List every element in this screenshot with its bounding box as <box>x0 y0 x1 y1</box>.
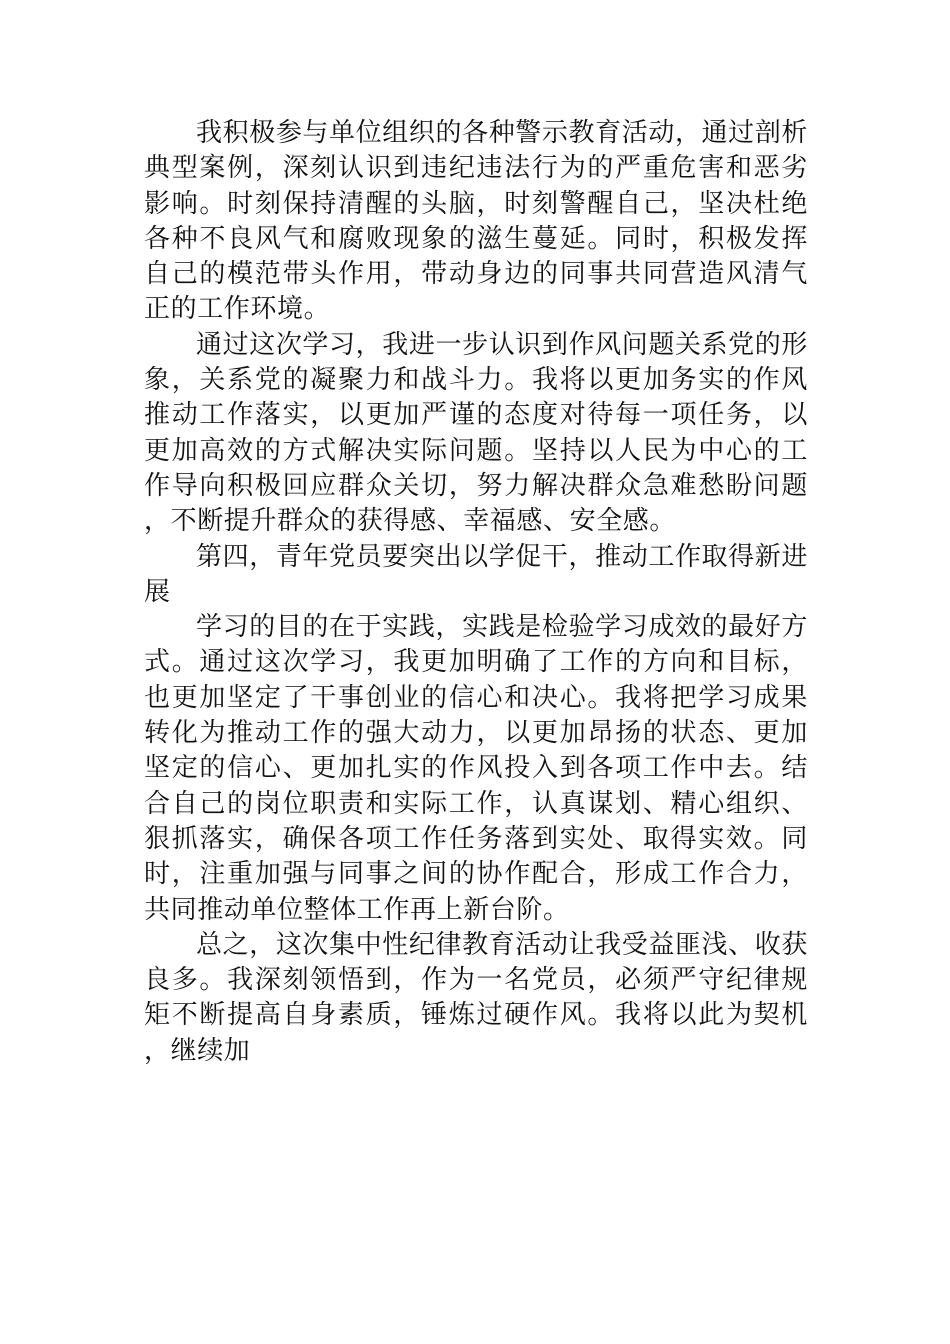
section-heading-fourth: 第四，青年党员要突出以学促干，推动工作取得新进展 <box>144 541 808 607</box>
paragraph-conclusion: 总之，这次集中性纪律教育活动让我受益匪浅、收获良多。我深刻领悟到，作为一名党员，必须严守纪律规矩不断提高自身素质，锤炼过硬作风。我将以此为契机，继续加 <box>144 929 808 1066</box>
paragraph-practice: 学习的目的在于实践，实践是检验学习成效的最好方式。通过这次学习，我更加明确了工作的方向和目标，也更加坚定了干事创业的信心和决心。我将把学习成果转化为推动工作的强大动力，以更加昂扬的状态、更加坚定的信心、更加扎实的作风投入到各项工作中去。结合自己的岗位职责和实际工作，认真谋划、精心组织、狠抓落实，确保各项工作任务落到实处、取得实效。同时，注重加强与同事之间的协作配合，形成工作合力，共同推动单位整体工作再上新台阶。 <box>144 612 808 925</box>
document-body <box>144 116 808 1069</box>
paragraph-work-style: 通过这次学习，我进一步认识到作风问题关系党的形象，关系党的凝聚力和战斗力。我将以更加务实的作风推动工作落实，以更加严谨的态度对待每一项任务，以更加高效的方式解决实际问题。坚持以人民为中心的工作导向积极回应群众关切，努力解决群众急难愁盼问题，不断提升群众的获得感、幸福感、安全感。 <box>144 329 808 537</box>
paragraph-warning-education: 我积极参与单位组织的各种警示教育活动，通过剖析典型案例，深刻认识到违纪违法行为的严重危害和恶劣影响。时刻保持清醒的头脑，时刻警醒自己，坚决杜绝各种不良风气和腐败现象的滋生蔓延。同时，积极发挥自己的模范带头作用，带动身边的同事共同营造风清气正的工作环境。 <box>144 118 808 325</box>
